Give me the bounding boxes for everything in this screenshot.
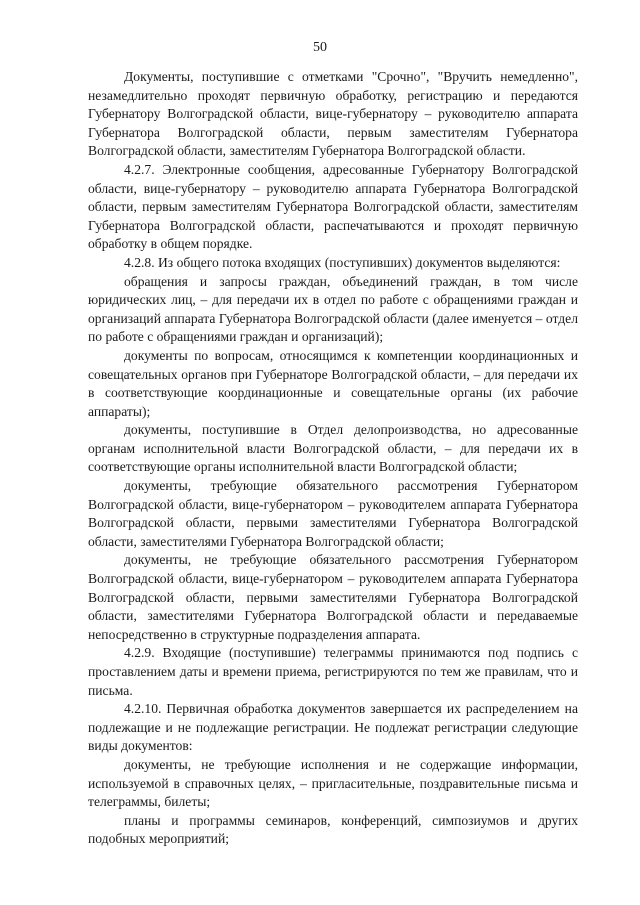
- paragraph-urgent-documents: Документы, поступившие с отметками "Срочно", "Вручить немедленно", незамедлительно проходят первичную обработку, регистрацию и передаются Губернатору Волгоградской области, вице-губернатору – руководителю аппарата Губернатора Волгоградской области, первым заместителям Губернатора Волгоградской области, заместителям Губернатора Волгоградской области.: [88, 69, 578, 159]
- list-item-executive-authorities: документы, поступившие в Отдел делопроизводства, но адресованные органам исполнительной власти Волгоградской области, – для передачи их в соответствующие органы исполнительной власти Волгоградской области;: [88, 422, 578, 475]
- document-body: [88, 68, 578, 849]
- list-item-non-executable-documents: документы, не требующие исполнения и не содержащие информации, используемой в справочных целях, – пригласительные, поздравительные письма и телеграммы, билеты;: [88, 756, 578, 810]
- list-item-no-mandatory-review: документы, не требующие обязательного рассмотрения Губернатором Волгоградской области, вице-губернатором – руководителем аппарата Губернатора Волгоградской области, первыми заместителями Губернатора Волгоградской области, заместителями Губернатора Волгоградской области и передаваемые непосредственно в структурные подразделения аппарата.: [88, 552, 578, 642]
- page-number: 50: [313, 40, 327, 55]
- paragraph-4-2-9: 4.2.9. Входящие (поступившие) телеграммы принимаются под подпись с проставлением даты и времени приема, регистрируются по тем же правилам, что и письма.: [88, 645, 578, 698]
- paragraph-4-2-10: 4.2.10. Первичная обработка документов завершается их распределением на подлежащие и не подлежащие регистрации. Не подлежат регистрации следующие виды документов:: [88, 701, 578, 754]
- paragraph-4-2-8: 4.2.8. Из общего потока входящих (поступивших) документов выделяются:: [124, 254, 561, 270]
- paragraph-4-2-7: 4.2.7. Электронные сообщения, адресованные Губернатору Волгоградской области, вице-губернатору – руководителю аппарата Губернатора Волгоградской области, первым заместителям Губернатора Волгоградской области, заместителям Губернатора Волгоградской области, распечатываются и проходят первичную обработку в общем порядке.: [88, 161, 578, 252]
- list-item-coordination-bodies: документы по вопросам, относящимся к компетенции координационных и совещательных органов при Губернаторе Волгоградской области, – для передачи их в соответствующие координационные и совещательные органы (их рабочие аппараты);: [88, 347, 578, 419]
- list-item-citizen-appeals: обращения и запросы граждан, объединений граждан, в том числе юридических лиц, – для передачи их в отдел по работе с обращениями граждан и организаций аппарата Губернатора Волгоградской области (далее именуется – отдел по работе с обращениями граждан и организаций);: [88, 273, 578, 345]
- list-item-seminar-plans: планы и программы семинаров, конференций, симпозиумов и других подобных мероприятий;: [88, 812, 578, 847]
- list-item-mandatory-review: документы, требующие обязательного рассмотрения Губернатором Волгоградской области, вице-губернатором – руководителем аппарата Губернатора Волгоградской области, первыми заместителями Губернатора Волгоградской области, заместителями Губернатора Волгоградской области;: [88, 478, 578, 549]
